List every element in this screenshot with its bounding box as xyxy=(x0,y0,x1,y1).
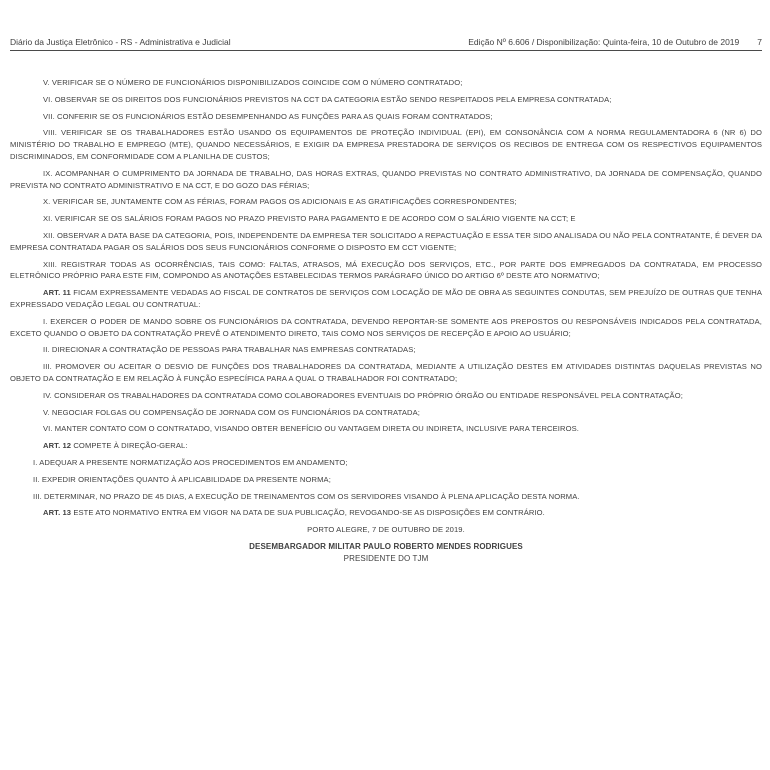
document-paragraph: IV. CONSIDERAR OS TRABALHADORES DA CONTRATADA COMO COLABORADORES EVENTUAIS DO PRÓPRIO ÓRGÃO OU ENTIDADE RESPONSÁVEL PELA CONTRATAÇÃO; xyxy=(43,390,683,400)
document-paragraph: XII. OBSERVAR A DATA BASE DA CATEGORIA, POIS, INDEPENDENTE DA EMPRESA TER SOLICITADO A REPACTUAÇÃO E ESSA TER SIDO ANALISADA OU NÃO PELA CONTRATANTE, É DEVER DA EMPRESA CONTRATADA PAGAR OS SALÁRIOS DOS SEUS FUNCIONÁRIOS CONFORME O DISPOSTO EM CCT VIGENTE; xyxy=(10,230,762,252)
header-right xyxy=(468,37,762,47)
document-body xyxy=(10,51,762,565)
article-number: ART. 11 xyxy=(43,288,71,298)
document-paragraph: PORTO ALEGRE, 7 DE OUTUBRO DE 2019. xyxy=(307,525,465,535)
document-paragraph: DESEMBARGADOR MILITAR PAULO ROBERTO MENDES RODRIGUES xyxy=(249,541,523,551)
page-number: 7 xyxy=(757,37,762,47)
article-paragraph: ART. 12 COMPETE À DIREÇÃO-GERAL: xyxy=(43,441,188,451)
document-paragraph: VI. MANTER CONTATO COM O CONTRATADO, VISANDO OBTER BENEFÍCIO OU VANTAGEM DIRETA OU INDIRETA, INCLUSIVE PARA TERCEIROS. xyxy=(43,424,579,434)
document-paragraph: PRESIDENTE DO TJM xyxy=(343,553,429,563)
document-paragraph: XIII. REGISTRAR TODAS AS OCORRÊNCIAS, TAIS COMO: FALTAS, ATRASOS, MÁ EXECUÇÃO DOS SERVIÇOS, ETC., POR PARTE DOS EMPREGADOS DA CONTRATADA, EM PROCESSO ELETRÔNICO PRÓPRIO PARA ESTE FIM, COMPONDO AS ANOTAÇÕES ESTABELECIDAS TERMOS PARÁGRAFO ÚNICO DO ARTIGO 6º DESTE ATO NORMATIVO; xyxy=(10,259,762,281)
edition-info: Edição Nº 6.606 / Disponibilização: Quinta-feira, 10 de Outubro de 2019 xyxy=(468,37,740,47)
article-paragraph: ART. 13 ESTE ATO NORMATIVO ENTRA EM VIGOR NA DATA DE SUA PUBLICAÇÃO, REVOGANDO-SE AS DISPOSIÇÕES EM CONTRÁRIO. xyxy=(43,508,545,518)
document-paragraph: II. EXPEDIR ORIENTAÇÕES QUANTO À APLICABILIDADE DA PRESENTE NORMA; xyxy=(33,474,331,484)
document-paragraph: III. PROMOVER OU ACEITAR O DESVIO DE FUNÇÕES DOS TRABALHADORES DA CONTRATADA, MEDIANTE A UTILIZAÇÃO DESTES EM ATIVIDADES DISTINTAS DAQUELAS PREVISTAS NO OBJETO DA CONTRATAÇÃO E EM RELAÇÃO À FUNÇÃO ESPECÍFICA PARA A QUAL O TRABALHADOR FOI CONTRATADO; xyxy=(10,362,762,383)
document-paragraph: I. ADEQUAR A PRESENTE NORMATIZAÇÃO AOS PROCEDIMENTOS EM ANDAMENTO; xyxy=(33,457,348,467)
article-paragraph: ART. 11 FICAM EXPRESSAMENTE VEDADAS AO FISCAL DE CONTRATOS DE SERVIÇOS COM LOCAÇÃO DE MÃO DE OBRA AS SEGUINTES CONDUTAS, SEM PREJUÍZO DE OUTRAS QUE TENHA EXPRESSADO VEDAÇÃO LEGAL OU CONTRATUAL: xyxy=(10,288,762,309)
document-paragraph: VII. CONFERIR SE OS FUNCIONÁRIOS ESTÃO DESEMPENHANDO AS FUNÇÕES PARA AS QUAIS FORAM CONTRATADOS; xyxy=(43,111,493,121)
article-number: ART. 12 xyxy=(43,441,72,451)
document-paragraph: I. EXERCER O PODER DE MANDO SOBRE OS FUNCIONÁRIOS DA CONTRATADA, DEVENDO REPORTAR-SE SOMENTE AOS PREPOSTOS OU RESPONSÁVEIS INDICADOS PELA CONTRATADA, EXCETO QUANDO O OBJETO DA CONTRATAÇÃO PREVÊ O ATENDIMENTO DIRETO, TAIS COMO NOS SERVIÇOS DE RECEPÇÃO E APOIO AO USUÁRIO; xyxy=(10,316,762,338)
document-paragraph: V. NEGOCIAR FOLGAS OU COMPENSAÇÃO DE JORNADA COM OS FUNCIONÁRIOS DA CONTRATADA; xyxy=(43,407,420,417)
gazette-name: Diário da Justiça Eletrônico - RS - Administrativa e Judicial xyxy=(10,37,231,47)
document-paragraph: XI. VERIFICAR SE OS SALÁRIOS FORAM PAGOS NO PRAZO PREVISTO PARA PAGAMENTO E DE ACORDO COM O SALÁRIO VIGENTE NA CCT; E xyxy=(43,214,576,224)
document-paragraph: VIII. VERIFICAR SE OS TRABALHADORES ESTÃO USANDO OS EQUIPAMENTOS DE PROTEÇÃO INDIVIDUAL (EPI), EM CONSONÂNCIA COM A NORMA REGULAMENTADORA 6 (NR 6) DO MINISTÉRIO DO TRABALHO E EMPREGO (MTE), QUANDO NECESSÁRIOS, E EXIGIR DA EMPRESA PRESTADORA DE SERVIÇOS OS RECIBOS DE ENTREGA COM OS RESPECTIVOS EQUIPAMENTOS DISCRIMINADOS, EM CONFORMIDADE COM A PLANILHA DE CUSTOS; xyxy=(10,128,762,161)
document-paragraph: X. VERIFICAR SE, JUNTAMENTE COM AS FÉRIAS, FORAM PAGOS OS ADICIONAIS E AS GRATIFICAÇÕES CORRESPONDENTES; xyxy=(43,197,517,207)
page-header xyxy=(10,0,762,51)
document-paragraph: V. VERIFICAR SE O NÚMERO DE FUNCIONÁRIOS DISPONIBILIZADOS COINCIDE COM O NÚMERO CONTRATADO; xyxy=(43,78,463,87)
article-number: ART. 13 xyxy=(43,508,72,518)
document-paragraph: II. DIRECIONAR A CONTRATAÇÃO DE PESSOAS PARA TRABALHAR NAS EMPRESAS CONTRATADAS; xyxy=(43,345,416,355)
document-paragraph: VI. OBSERVAR SE OS DIREITOS DOS FUNCIONÁRIOS PREVISTOS NA CCT DA CATEGORIA ESTÃO SENDO RESPEITADOS PELA EMPRESA CONTRATADA; xyxy=(43,94,612,104)
document-paragraph: IX. ACOMPANHAR O CUMPRIMENTO DA JORNADA DE TRABALHO, DAS HORAS EXTRAS, QUANDO PREVISTAS NO CONTRATO ADMINISTRATIVO, DA JORNADA DE COMPENSAÇÃO, QUANDO PREVISTA NO CONTRATO ADMINISTRATIVO E NA CCT, E DO GOZO DAS FÉRIAS; xyxy=(10,168,762,190)
document-paragraph: III. DETERMINAR, NO PRAZO DE 45 DIAS, A EXECUÇÃO DE TREINAMENTOS COM OS SERVIDORES VISANDO À PLENA APLICAÇÃO DESTA NORMA. xyxy=(33,491,580,501)
